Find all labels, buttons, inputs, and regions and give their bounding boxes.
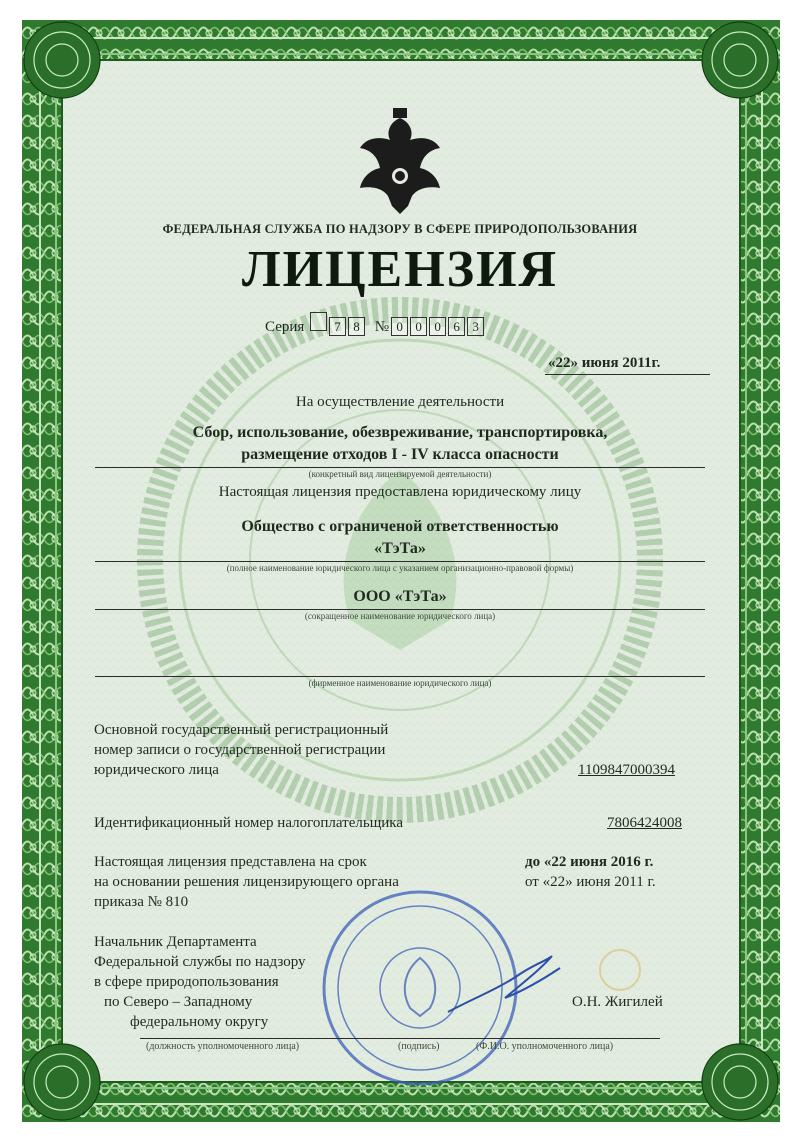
granted-to: Настоящая лицензия предоставлена юридическому лицу — [218, 484, 582, 500]
ogrn-value: 1109847000394 — [578, 762, 675, 778]
signature-caption: (подпись) — [398, 1041, 440, 1052]
fio-caption: (Ф.И.О. уполномоченного лица) — [476, 1041, 614, 1052]
full-name-line-2: «ТэТа» — [374, 540, 426, 557]
signer-name: О.Н. Жигилей — [572, 994, 663, 1010]
series-box: 8 — [348, 317, 365, 336]
issue-date: «22» июня 2011г. — [548, 355, 661, 371]
signer-title-line: федеральному округу — [130, 1014, 269, 1030]
number-label: № — [374, 319, 390, 335]
series-label: Серия — [265, 319, 305, 335]
series-box — [310, 312, 327, 331]
position-caption: (должность уполномоченного лица) — [146, 1041, 300, 1052]
decision-date: от «22» июня 2011 г. — [525, 874, 656, 890]
term-label-1: Настоящая лицензия представлена на срок — [94, 854, 367, 870]
ogrn-label-1: Основной государственный регистрационный — [94, 722, 389, 738]
agency-name: ФЕДЕРАЛЬНАЯ СЛУЖБА ПО НАДЗОРУ В СФЕРЕ ПРИРОДОПОЛЬЗОВАНИЯ — [162, 222, 638, 236]
series-box: 7 — [329, 317, 346, 336]
signer-title-line: по Северо – Западному — [104, 994, 253, 1010]
inn-value: 7806424008 — [607, 815, 682, 831]
firm-name-caption: (фирменное наименование юридического лица) — [308, 678, 492, 688]
number-box: 0 — [391, 317, 408, 336]
number-box: 0 — [429, 317, 446, 336]
signer-title-line: Федеральной службы по надзору — [94, 954, 306, 970]
series-number-row — [265, 312, 484, 336]
number-box: 0 — [410, 317, 427, 336]
full-name-caption: (полное наименование юридического лица с указанием организационно-правовой формы) — [226, 563, 574, 573]
signer-title-line: в сфере природопользования — [94, 974, 279, 990]
term-label-2: на основании решения лицензирующего органа — [94, 874, 399, 890]
full-name-line-1: Общество с ограниченой ответственностью — [241, 518, 559, 535]
short-name: ООО «ТэТа» — [353, 588, 447, 605]
ogrn-label-2: номер записи о государственной регистрации — [94, 742, 386, 758]
valid-until: до «22 июня 2016 г. — [525, 854, 654, 870]
short-name-caption: (сокращенное наименование юридического лица) — [304, 611, 496, 621]
activity-caption: (конкретный вид лицензируемой деятельности) — [308, 469, 492, 479]
inn-label: Идентификационный номер налогоплательщика — [94, 815, 404, 831]
order-label: приказа № 810 — [94, 894, 189, 910]
ogrn-label-3: юридического лица — [94, 762, 219, 778]
number-box: 3 — [467, 317, 484, 336]
number-box: 6 — [448, 317, 465, 336]
document-title: ЛИЦЕНЗИЯ — [241, 241, 559, 298]
signer-title-line: Начальник Департамента — [94, 934, 257, 950]
activity-line-1: Сбор, использование, обезвреживание, транспортировка, — [192, 424, 608, 441]
activity-line-2: размещение отходов I - IV класса опасности — [241, 446, 559, 463]
activity-intro: На осуществление деятельности — [295, 394, 505, 410]
